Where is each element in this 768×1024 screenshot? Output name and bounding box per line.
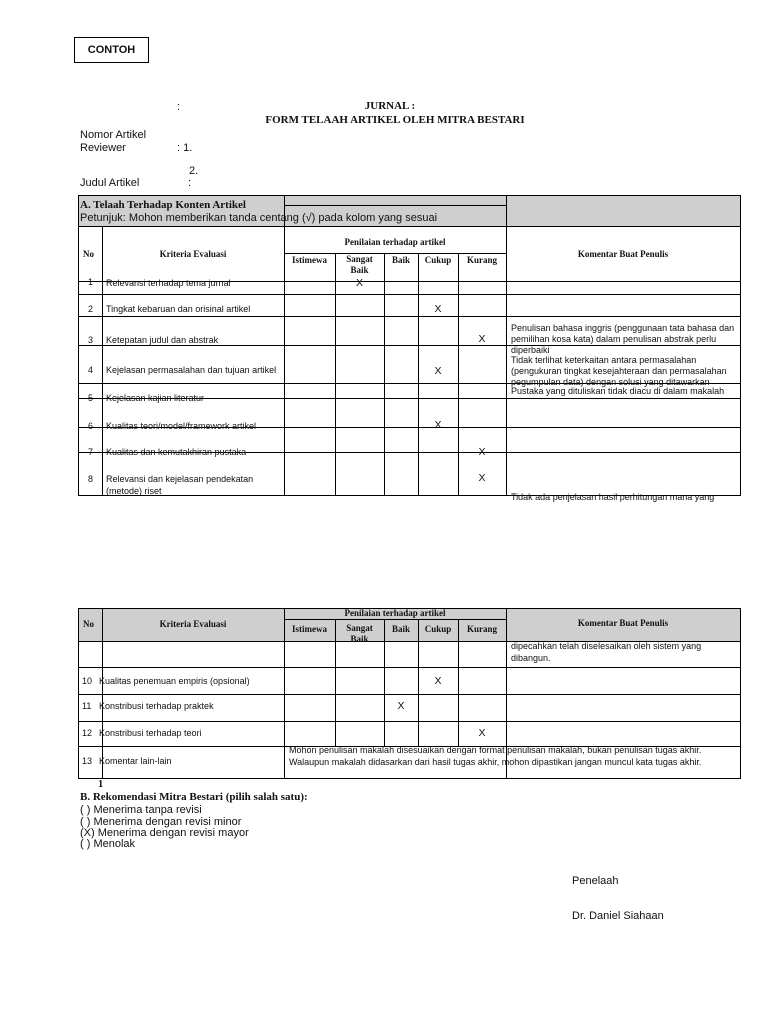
row-7-kriteria: Kualitas dan kemutakhiran pustaka: [106, 447, 247, 457]
t2-col-header-no: No: [83, 619, 94, 629]
t2-col-header-kriteria: Kriteria Evaluasi: [159, 619, 227, 629]
t2-col-header-sangat-baik: Sangat Baik: [346, 623, 373, 644]
row-12-no: 12: [82, 728, 93, 738]
row-6-no: 6: [88, 421, 94, 431]
reviewer-1: : 1.: [177, 142, 193, 154]
row-4-cukup: X: [434, 365, 442, 377]
row-5-kriteria: Kejelasan kajian literatur: [106, 393, 205, 403]
judul-colon: :: [188, 177, 192, 189]
option-revisi-mayor: (X) Menerima dengan revisi mayor: [80, 827, 249, 839]
form-title: FORM TELAAH ARTIKEL OLEH MITRA BESTARI: [265, 114, 525, 126]
row-12-kurang: X: [478, 727, 486, 739]
row-4-komentar: Tidak terlihat keterkaitan antara permasalahan (pengukuran tingkat kesejahteraan dan permasalahan pegumpulan data) dengan solusi yang ditawarkan: [511, 355, 727, 387]
row-8-kurang: X: [478, 472, 486, 484]
row-10-no: 10: [82, 676, 93, 686]
col-header-kurang: Kurang: [466, 255, 497, 265]
row-4-kriteria: Kejelasan permasalahan dan tujuan artikel: [106, 365, 277, 375]
t2-col-header-penilaian: Penilaian terhadap artikel: [344, 608, 446, 618]
col-header-penilaian: Penilaian terhadap artikel: [344, 237, 446, 247]
row-7-no: 7: [88, 447, 94, 457]
signature-name: Dr. Daniel Siahaan: [572, 910, 664, 922]
row-6-cukup: X: [434, 419, 442, 431]
row-8-kriteria: Relevansi dan kejelasan pendekatan (metode) riset: [106, 474, 254, 496]
signature-role: Penelaah: [572, 875, 619, 887]
row-6-kriteria: Kualitas teori/model/framework artikel: [106, 421, 257, 431]
section-a-title: A. Telaah Terhadap Konten Artikel: [80, 199, 246, 211]
row-11-kriteria: Konstribusi terhadap praktek: [99, 701, 214, 711]
col-header-baik: Baik: [391, 255, 410, 265]
reviewer-label: Reviewer: [80, 142, 126, 154]
t2-col-header-cukup: Cukup: [424, 624, 452, 634]
row-8-no: 8: [88, 474, 94, 484]
row-13-no: 13: [82, 756, 93, 766]
row-5-no: 5: [88, 393, 94, 403]
t2-col-header-istimewa: Istimewa: [292, 624, 327, 634]
journal-title: JURNAL :: [364, 100, 416, 112]
col-header-no: No: [83, 249, 94, 259]
row-3-no: 3: [88, 335, 94, 345]
stray-number: 1: [98, 779, 104, 790]
col-header-komentar: Komentar Buat Penulis: [577, 249, 669, 259]
contoh-badge: CONTOH: [74, 37, 149, 63]
t2-col-header-baik: Baik: [391, 624, 410, 634]
row-3-kurang: X: [478, 333, 486, 345]
col-header-istimewa: Istimewa: [292, 255, 327, 265]
judul-artikel-label: Judul Artikel: [80, 177, 140, 189]
col-header-kriteria: Kriteria Evaluasi: [159, 249, 227, 259]
komentar-continuation: dipecahkan telah diselesaikan oleh sistem yang dibangun.: [511, 641, 702, 663]
col-header-cukup: Cukup: [424, 255, 452, 265]
row-13-komentar: Mohon penulisan makalah disesuaikan dengan format penulisan makalah, bukan penulisan tugas akhir. Walaupun makalah didasarkan dari hasil tugas akhir, mohon dipastikan jangan muncul kata tugas akhir.: [289, 745, 702, 767]
row-2-kriteria: Tingkat kebaruan dan orisinal artikel: [106, 304, 251, 314]
t2-col-header-komentar: Komentar Buat Penulis: [577, 618, 669, 628]
option-menolak: ( ) Menolak: [80, 838, 136, 850]
row-7-kurang: X: [478, 446, 486, 458]
col-header-sangat-baik: Sangat Baik: [346, 254, 373, 275]
row-3-komentar: Penulisan bahasa inggris (penggunaan tata bahasa dan pemilihan kosa kata) dalam penulisan abstrak perlu diperbaiki: [511, 323, 735, 355]
row-2-no: 2: [88, 304, 94, 314]
row-10-cukup: X: [434, 675, 442, 687]
row-1-sangat-baik: X: [355, 277, 363, 289]
row-11-no: 11: [82, 701, 92, 711]
row-1-no: 1: [88, 277, 94, 287]
row-12-kriteria: Konstribusi terhadap teori: [99, 728, 202, 738]
section-b-title: B. Rekomendasi Mitra Bestari (pilih salah satu):: [80, 791, 308, 803]
nomor-artikel-label: Nomor Artikel: [80, 129, 147, 141]
t2-col-header-kurang: Kurang: [466, 624, 497, 634]
option-tanpa-revisi: ( ) Menerima tanpa revisi: [80, 804, 202, 816]
row-13-kriteria: Komentar lain-lain: [99, 756, 172, 766]
reviewer-2: 2.: [189, 165, 199, 177]
row-10-kriteria: Kualitas penemuan empiris (opsional): [99, 676, 250, 686]
header-colon: :: [177, 101, 181, 113]
section-a-instruction: Petunjuk: Mohon memberikan tanda centang (√) pada kolom yang sesuai: [80, 212, 438, 224]
row-1-kriteria: Relevansi terhadap tema jurnal: [106, 278, 231, 288]
option-revisi-minor: ( ) Menerima dengan revisi minor: [80, 816, 242, 828]
row-2-cukup: X: [434, 303, 442, 315]
row-5-komentar: Pustaka yang dituliskan tidak diacu di dalam makalah: [511, 386, 725, 396]
row-3-kriteria: Ketepatan judul dan abstrak: [106, 335, 219, 345]
komentar-overflow: Tidak ada penjelasan hasil perhitungan mana yang: [511, 492, 715, 502]
row-4-no: 4: [88, 365, 94, 375]
row-11-baik: X: [397, 700, 405, 712]
